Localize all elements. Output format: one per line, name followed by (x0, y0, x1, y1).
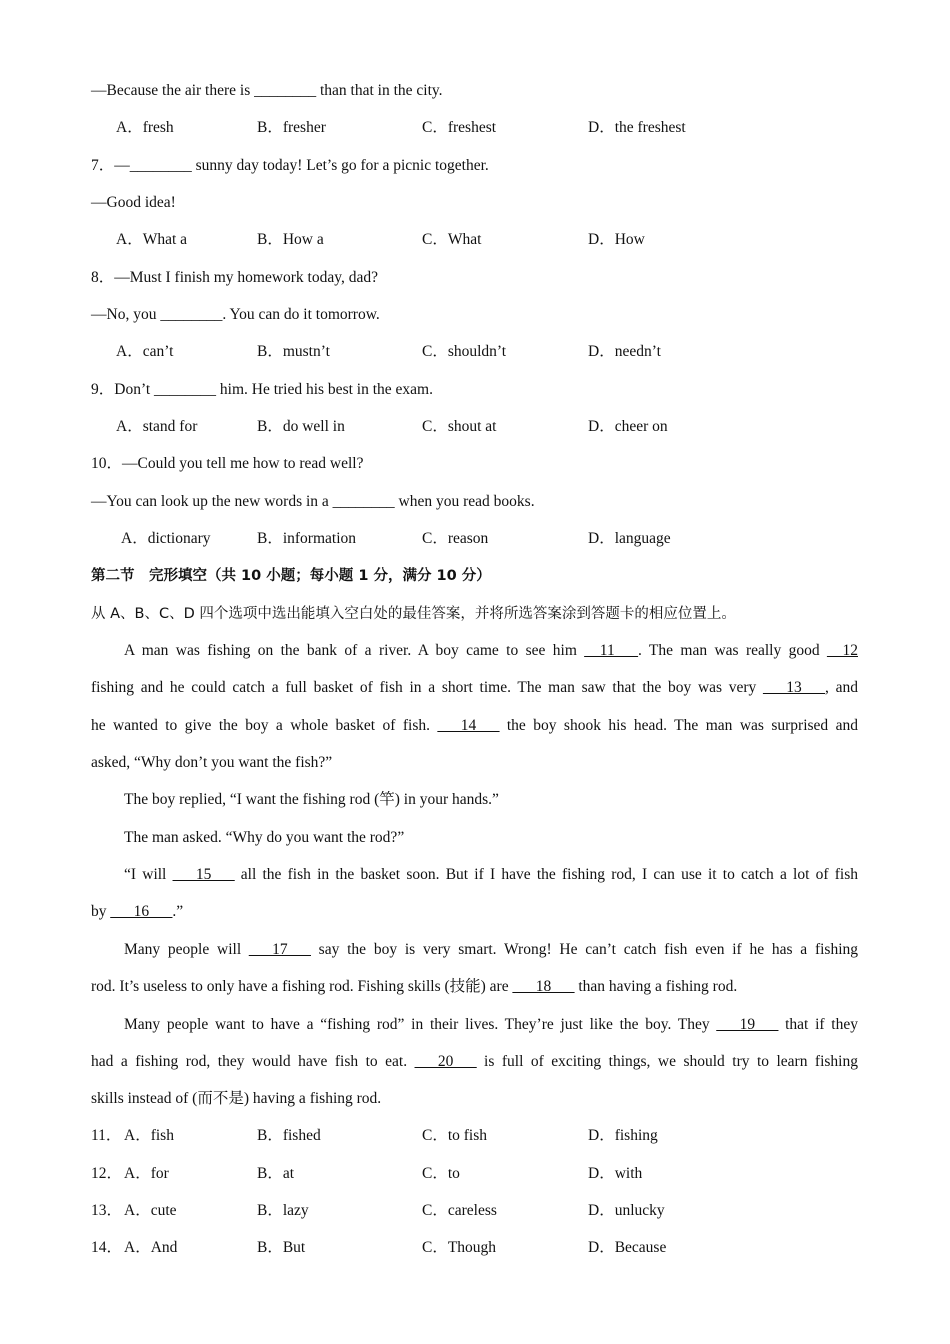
q7-option-d: D．How (588, 231, 645, 248)
passage-line: asked, “Why don’t you want the fish?” (91, 754, 333, 771)
q14-option-d: D．Because (588, 1239, 667, 1256)
q9-option-d: D．cheer on (588, 418, 668, 435)
q13-number: 13． (91, 1202, 123, 1219)
q6-option-a: A．fresh (116, 119, 174, 136)
q9-question: 9．Don’t ________ him. He tried his best in the exam. (91, 381, 433, 398)
q10-option-a: A．dictionary (121, 530, 211, 547)
q13-option-b: B．lazy (257, 1202, 309, 1219)
q12-option-c: C．to (422, 1165, 460, 1182)
q8-question: 8．—Must I finish my homework today, dad? (91, 269, 378, 286)
blank-11: __11___ (584, 642, 638, 659)
q11-option-b: B．fished (257, 1127, 321, 1144)
q8-option-a: A．can’t (116, 343, 174, 360)
q7-option-a: A．What a (116, 231, 188, 248)
section-instruction: 从 A、B、C、D 四个选项中选出能填入空白处的最佳答案，并将所选答案涂到答题卡的相应位置上。 (91, 606, 736, 622)
q10-option-b: B．information (257, 530, 357, 547)
q6-option-d: D．the freshest (588, 119, 686, 136)
q7-option-c: C．What (422, 231, 482, 248)
q6-line: —Because the air there is ________ than that in the city. (91, 82, 443, 99)
blank-19: ___19___ (716, 1016, 779, 1033)
blank-15: ___15___ (172, 866, 235, 883)
q7-option-b: B．How a (257, 231, 324, 248)
passage-line: The boy replied, “I want the fishing rod (竿) in your hands.” (124, 791, 499, 808)
passage-line: by ___16___.” (91, 903, 184, 920)
q12-option-a: A．for (124, 1165, 169, 1182)
q6-option-c: C．freshest (422, 119, 497, 136)
q12-option-d: D．with (588, 1165, 643, 1182)
q8-option-b: B．mustn’t (257, 343, 330, 360)
passage-line: had a fishing rod, they would have fish to eat. ___20___ is full of exciting things, we should try to learn fishing (91, 1053, 858, 1070)
blank-17: ___17___ (248, 941, 311, 958)
q14-option-c: C．Though (422, 1239, 497, 1256)
passage-line: he wanted to give the boy a whole basket of fish. ___14___ the boy shook his head. The man was surprised and (91, 717, 858, 734)
passage-line: Many people want to have a “fishing rod” in their lives. They’re just like the boy. They ___19___ that if they (124, 1016, 858, 1033)
q10-question: 10．—Could you tell me how to read well? (91, 455, 364, 472)
q10-option-c: C．reason (422, 530, 489, 547)
blank-20: ___20___ (414, 1053, 477, 1070)
q10-response: —You can look up the new words in a ________ when you read books. (91, 493, 535, 510)
passage-line: Many people will ___17___ say the boy is very smart. Wrong! He can’t catch fish even if he has a fishing (124, 941, 858, 958)
q14-option-a: A．And (124, 1239, 178, 1256)
q8-option-d: D．needn’t (588, 343, 661, 360)
blank-14: ___14___ (437, 717, 500, 734)
blank-12: __12 (827, 642, 858, 659)
passage-line: rod. It’s useless to only have a fishing rod. Fishing skills (技能) are ___18___ than having a fishing rod. (91, 978, 738, 995)
q8-option-c: C．shouldn’t (422, 343, 507, 360)
q11-option-a: A．fish (124, 1127, 174, 1144)
q9-option-a: A．stand for (116, 418, 198, 435)
section-title: 第二节 完形填空（共 10 小题；每小题 1 分，满分 10 分） (91, 568, 491, 584)
q14-number: 14． (91, 1239, 123, 1256)
blank-18: ___18___ (512, 978, 575, 995)
q13-option-d: D．unlucky (588, 1202, 665, 1219)
q13-option-c: C．careless (422, 1202, 497, 1219)
blank-13: ___13___ (763, 679, 826, 696)
passage-line: “I will ___15___ all the fish in the basket soon. But if I have the fishing rod, I can use it to catch a lot of fish (124, 866, 858, 883)
q12-option-b: B．at (257, 1165, 295, 1182)
passage-line: skills instead of (而不是) having a fishing rod. (91, 1090, 382, 1107)
q7-response: —Good idea! (91, 194, 176, 211)
q7-question: 7．—________ sunny day today! Let’s go for a picnic together. (91, 157, 489, 174)
q9-option-b: B．do well in (257, 418, 345, 435)
blank-16: ___16___ (110, 903, 173, 920)
q10-option-d: D．language (588, 530, 671, 547)
q12-number: 12． (91, 1165, 123, 1182)
q13-option-a: A．cute (124, 1202, 177, 1219)
q11-number: 11． (91, 1127, 122, 1144)
q11-option-c: C．to fish (422, 1127, 488, 1144)
q14-option-b: B．But (257, 1239, 306, 1256)
q11-option-d: D．fishing (588, 1127, 658, 1144)
q8-response: —No, you ________. You can do it tomorrow. (91, 306, 380, 323)
passage-line: The man asked. “Why do you want the rod?” (124, 829, 405, 846)
q6-option-b: B．fresher (257, 119, 326, 136)
passage-line: fishing and he could catch a full basket of fish in a short time. The man saw that the boy was very ___13___, and (91, 679, 858, 696)
q9-option-c: C．shout at (422, 418, 497, 435)
passage-line: A man was fishing on the bank of a river. A boy came to see him __11___. The man was really good __12 (124, 642, 858, 659)
